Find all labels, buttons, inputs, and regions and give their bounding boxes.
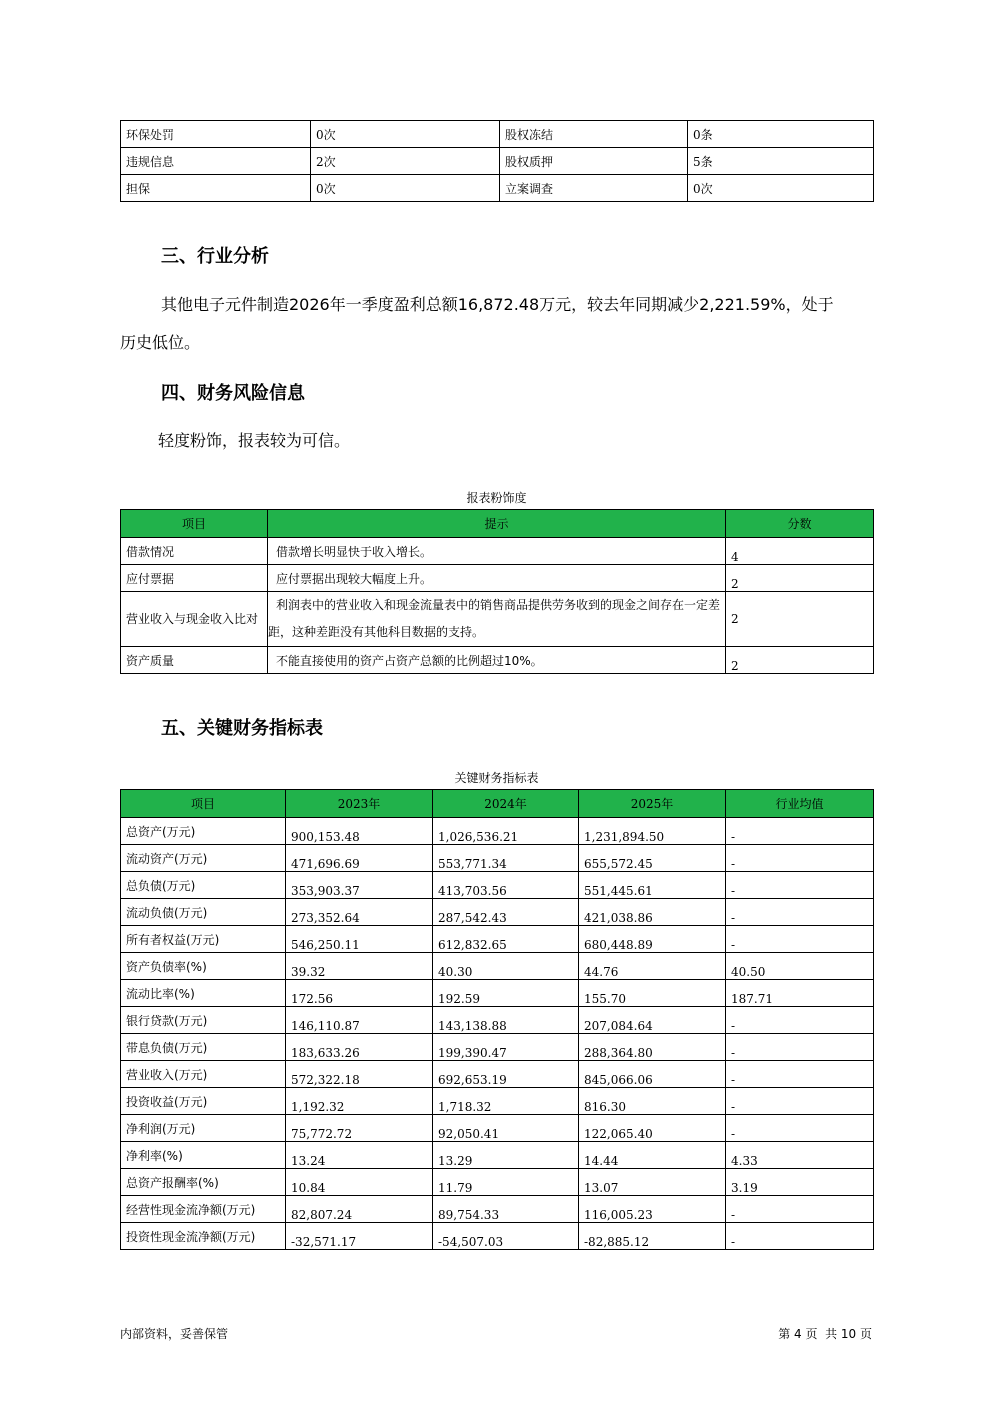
table-row [121, 1115, 874, 1142]
table-row [121, 953, 874, 980]
key-value-2024: 1,718.32 [433, 1088, 579, 1115]
key-value-2025: 816.30 [579, 1088, 726, 1115]
table-row [121, 1223, 874, 1250]
key-item-label: 总资产报酬率(%) [121, 1169, 286, 1196]
risk-label: 股权质押 [500, 148, 688, 175]
risk-row [121, 148, 874, 175]
section-heading-industry-analysis: 三、行业分析 [161, 246, 269, 267]
table-row [121, 1034, 874, 1061]
table-row [121, 1196, 874, 1223]
table-row [121, 1088, 874, 1115]
fluff-score: 2 [726, 647, 874, 674]
key-item-label: 营业收入(万元) [121, 1061, 286, 1088]
key-item-label: 所有者权益(万元) [121, 926, 286, 953]
key-value-industry-avg: - [726, 1061, 874, 1088]
fluff-table-caption: 报表粉饰度 [466, 491, 527, 505]
risk-label: 违规信息 [121, 148, 311, 175]
key-value-2023: 172.56 [286, 980, 433, 1007]
key-value-2023: 13.24 [286, 1142, 433, 1169]
table-row [121, 845, 874, 872]
footer-confidential-note: 内部资料，妥善保管 [120, 1327, 229, 1341]
section-heading-financial-risk: 四、财务风险信息 [161, 383, 305, 404]
industry-analysis-text-line1: 其他电子元件制造2026年一季度盈利总额16,872.48万元，较去年同期减少2,221.59%，处于 [161, 295, 834, 314]
key-value-2024: 199,390.47 [433, 1034, 579, 1061]
key-item-label: 净利润(万元) [121, 1115, 286, 1142]
key-value-2023: 146,110.87 [286, 1007, 433, 1034]
key-item-label: 资产负债率(%) [121, 953, 286, 980]
report-fluff-table [120, 509, 874, 674]
key-value-2023: 1,192.32 [286, 1088, 433, 1115]
key-value-2025: 122,065.40 [579, 1115, 726, 1142]
key-value-2023: -32,571.17 [286, 1223, 433, 1250]
table-row [121, 872, 874, 899]
key-value-2023: 82,807.24 [286, 1196, 433, 1223]
key-value-2025: 155.70 [579, 980, 726, 1007]
key-item-label: 总负债(万元) [121, 872, 286, 899]
risk-value: 5条 [688, 148, 874, 175]
key-value-industry-avg: - [726, 1223, 874, 1250]
key-value-2023: 572,322.18 [286, 1061, 433, 1088]
key-value-2024: 612,832.65 [433, 926, 579, 953]
key-item-label: 流动资产(万元) [121, 845, 286, 872]
key-item-label: 净利率(%) [121, 1142, 286, 1169]
fluff-score: 2 [726, 592, 874, 647]
key-value-2024: 553,771.34 [433, 845, 579, 872]
fluff-score: 4 [726, 538, 874, 565]
table-row [121, 980, 874, 1007]
table-row [121, 1169, 874, 1196]
key-value-2024: -54,507.03 [433, 1223, 579, 1250]
key-value-2025: 421,038.86 [579, 899, 726, 926]
key-value-2025: 288,364.80 [579, 1034, 726, 1061]
fluff-item: 应付票据 [121, 565, 268, 592]
key-value-industry-avg: - [726, 1115, 874, 1142]
key-value-2025: -82,885.12 [579, 1223, 726, 1250]
key-value-2025: 14.44 [579, 1142, 726, 1169]
key-item-label: 投资收益(万元) [121, 1088, 286, 1115]
key-value-2023: 10.84 [286, 1169, 433, 1196]
key-financial-indicators-table [120, 789, 874, 1250]
key-header-2025: 2025年 [579, 790, 726, 818]
footer-page-number: 第 4 页 共 10 页 [778, 1327, 872, 1341]
table-row [121, 1061, 874, 1088]
key-value-2025: 44.76 [579, 953, 726, 980]
industry-analysis-text-line2: 历史低位。 [120, 333, 201, 352]
key-value-2024: 192.59 [433, 980, 579, 1007]
key-table-caption: 关键财务指标表 [454, 771, 539, 785]
risk-label: 环保处罚 [121, 121, 311, 148]
key-value-2023: 546,250.11 [286, 926, 433, 953]
key-value-industry-avg: 3.19 [726, 1169, 874, 1196]
table-row [121, 1142, 874, 1169]
key-value-2024: 1,026,536.21 [433, 818, 579, 845]
key-header-item: 项目 [121, 790, 286, 818]
fluff-item: 借款情况 [121, 538, 268, 565]
key-value-2024: 692,653.19 [433, 1061, 579, 1088]
fluff-header-hint: 提示 [268, 510, 726, 538]
key-value-2025: 207,084.64 [579, 1007, 726, 1034]
risk-row [121, 175, 874, 202]
fluff-item: 营业收入与现金收入比对 [121, 592, 268, 647]
key-value-2023: 183,633.26 [286, 1034, 433, 1061]
key-value-2024: 92,050.41 [433, 1115, 579, 1142]
key-value-industry-avg: - [726, 872, 874, 899]
key-value-industry-avg: - [726, 1007, 874, 1034]
fluff-header-item: 项目 [121, 510, 268, 538]
risk-value: 0次 [311, 175, 500, 202]
key-value-2023: 39.32 [286, 953, 433, 980]
fluff-header-score: 分数 [726, 510, 874, 538]
risk-label: 立案调查 [500, 175, 688, 202]
key-value-industry-avg: 40.50 [726, 953, 874, 980]
risk-value: 0条 [688, 121, 874, 148]
key-item-label: 银行贷款(万元) [121, 1007, 286, 1034]
key-value-2025: 13.07 [579, 1169, 726, 1196]
fluff-hint: 应付票据出现较大幅度上升。 [268, 565, 726, 592]
risk-label: 股权冻结 [500, 121, 688, 148]
fluff-hint: 不能直接使用的资产占资产总额的比例超过10%。 [268, 647, 726, 674]
risk-label: 担保 [121, 175, 311, 202]
key-value-2025: 655,572.45 [579, 845, 726, 872]
key-value-2024: 13.29 [433, 1142, 579, 1169]
table-row [121, 926, 874, 953]
key-value-industry-avg: - [726, 1034, 874, 1061]
key-value-industry-avg: - [726, 845, 874, 872]
financial-risk-text: 轻度粉饰，报表较为可信。 [158, 431, 351, 450]
key-value-2024: 287,542.43 [433, 899, 579, 926]
key-header-2024: 2024年 [433, 790, 579, 818]
key-value-2023: 471,696.69 [286, 845, 433, 872]
key-value-2023: 353,903.37 [286, 872, 433, 899]
key-value-industry-avg: 4.33 [726, 1142, 874, 1169]
key-item-label: 带息负债(万元) [121, 1034, 286, 1061]
key-item-label: 流动比率(%) [121, 980, 286, 1007]
key-value-industry-avg: - [726, 899, 874, 926]
risk-value: 0次 [311, 121, 500, 148]
key-value-2023: 75,772.72 [286, 1115, 433, 1142]
key-value-2025: 680,448.89 [579, 926, 726, 953]
table-row [121, 1007, 874, 1034]
key-value-industry-avg: 187.71 [726, 980, 874, 1007]
key-item-label: 总资产(万元) [121, 818, 286, 845]
key-value-2024: 11.79 [433, 1169, 579, 1196]
key-value-2025: 551,445.61 [579, 872, 726, 899]
key-item-label: 投资性现金流净额(万元) [121, 1223, 286, 1250]
key-value-2023: 900,153.48 [286, 818, 433, 845]
key-value-2023: 273,352.64 [286, 899, 433, 926]
key-header-industry-avg: 行业均值 [726, 790, 874, 818]
key-value-2024: 413,703.56 [433, 872, 579, 899]
key-value-2024: 40.30 [433, 953, 579, 980]
risk-value: 0次 [688, 175, 874, 202]
risk-value: 2次 [311, 148, 500, 175]
key-item-label: 经营性现金流净额(万元) [121, 1196, 286, 1223]
fluff-hint: 利润表中的营业收入和现金流量表中的销售商品提供劳务收到的现金之间存在一定差距，这种差距没有其他科目数据的支持。 [268, 592, 726, 647]
key-value-industry-avg: - [726, 818, 874, 845]
fluff-score: 2 [726, 565, 874, 592]
key-value-industry-avg: - [726, 1088, 874, 1115]
key-value-2025: 116,005.23 [579, 1196, 726, 1223]
risk-row [121, 121, 874, 148]
fluff-hint: 借款增长明显快于收入增长。 [268, 538, 726, 565]
key-header-2023: 2023年 [286, 790, 433, 818]
fluff-item: 资产质量 [121, 647, 268, 674]
key-value-industry-avg: - [726, 926, 874, 953]
table-row [121, 818, 874, 845]
table-row [121, 899, 874, 926]
key-item-label: 流动负债(万元) [121, 899, 286, 926]
key-value-2025: 845,066.06 [579, 1061, 726, 1088]
key-value-industry-avg: - [726, 1196, 874, 1223]
key-value-2024: 143,138.88 [433, 1007, 579, 1034]
key-value-2024: 89,754.33 [433, 1196, 579, 1223]
section-heading-key-indicators: 五、关键财务指标表 [161, 718, 323, 739]
key-value-2025: 1,231,894.50 [579, 818, 726, 845]
risk-info-table [120, 120, 874, 202]
